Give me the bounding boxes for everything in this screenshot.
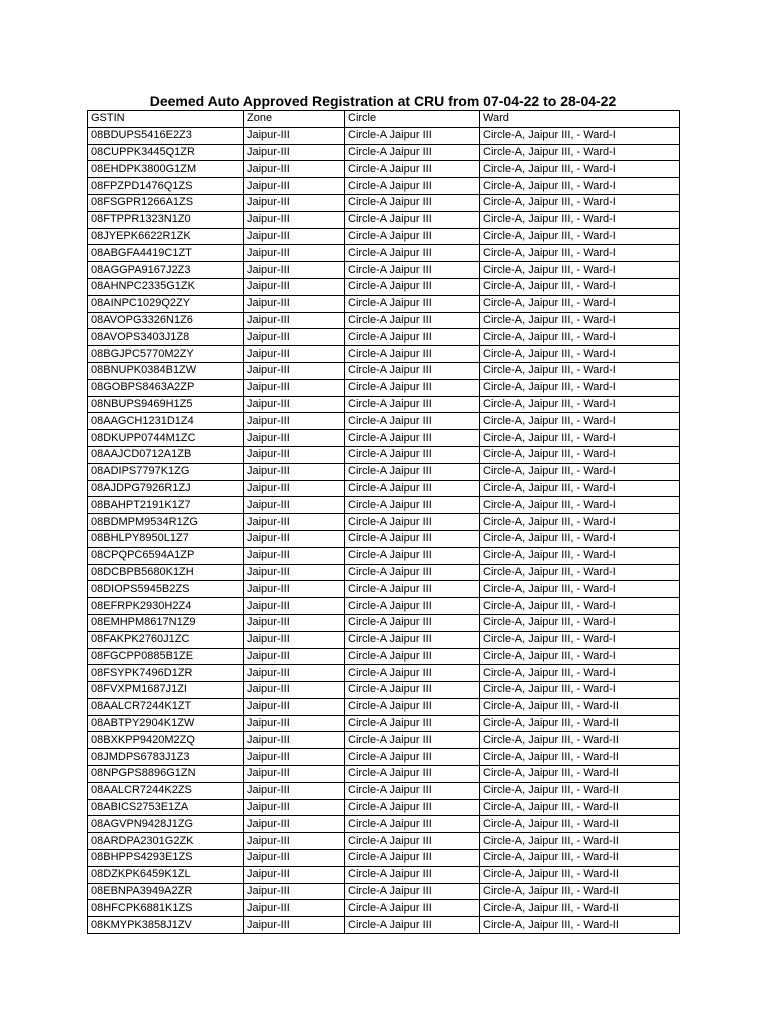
table-row <box>88 194 680 211</box>
circle-cell: Circle-A Jaipur III <box>345 194 480 211</box>
circle-cell: Circle-A Jaipur III <box>345 631 480 648</box>
zone-cell: Jaipur-III <box>244 446 345 463</box>
zone-cell: Jaipur-III <box>244 530 345 547</box>
circle-cell: Circle-A Jaipur III <box>345 312 480 329</box>
zone-cell: Jaipur-III <box>244 245 345 262</box>
table-row <box>88 178 680 195</box>
ward-cell: Circle-A, Jaipur III, - Ward-I <box>480 262 680 279</box>
table-row <box>88 262 680 279</box>
ward-cell: Circle-A, Jaipur III, - Ward-I <box>480 631 680 648</box>
ward-cell: Circle-A, Jaipur III, - Ward-I <box>480 346 680 363</box>
circle-cell: Circle-A Jaipur III <box>345 161 480 178</box>
zone-cell: Jaipur-III <box>244 732 345 749</box>
ward-cell: Circle-A, Jaipur III, - Ward-I <box>480 127 680 144</box>
gstin-cell: 08DKUPP0744M1ZC <box>88 430 244 447</box>
circle-cell: Circle-A Jaipur III <box>345 278 480 295</box>
gstin-cell: 08BAHPT2191K1Z7 <box>88 497 244 514</box>
gstin-cell: 08ARDPA2301G2ZK <box>88 833 244 850</box>
gstin-cell: 08EFRPK2930H2Z4 <box>88 598 244 615</box>
circle-cell: Circle-A Jaipur III <box>345 698 480 715</box>
gstin-cell: 08BHLPY8950L1Z7 <box>88 530 244 547</box>
ward-cell: Circle-A, Jaipur III, - Ward-II <box>480 816 680 833</box>
ward-cell: Circle-A, Jaipur III, - Ward-I <box>480 665 680 682</box>
table-row <box>88 211 680 228</box>
ward-cell: Circle-A, Jaipur III, - Ward-II <box>480 782 680 799</box>
circle-cell: Circle-A Jaipur III <box>345 581 480 598</box>
circle-cell: Circle-A Jaipur III <box>345 564 480 581</box>
circle-cell: Circle-A Jaipur III <box>345 362 480 379</box>
gstin-cell: 08AAGCH1231D1Z4 <box>88 413 244 430</box>
ward-cell: Circle-A, Jaipur III, - Ward-I <box>480 614 680 631</box>
gstin-cell: 08ABICS2753E1ZA <box>88 799 244 816</box>
table-row <box>88 614 680 631</box>
table-row <box>88 396 680 413</box>
gstin-cell: 08GOBPS8463A2ZP <box>88 379 244 396</box>
zone-cell: Jaipur-III <box>244 362 345 379</box>
circle-cell: Circle-A Jaipur III <box>345 178 480 195</box>
circle-cell: Circle-A Jaipur III <box>345 430 480 447</box>
gstin-cell: 08DCBPB5680K1ZH <box>88 564 244 581</box>
table-row <box>88 598 680 615</box>
table-row <box>88 514 680 531</box>
gstin-cell: 08AVOPG3326N1Z6 <box>88 312 244 329</box>
ward-cell: Circle-A, Jaipur III, - Ward-II <box>480 900 680 917</box>
ward-cell: Circle-A, Jaipur III, - Ward-I <box>480 329 680 346</box>
circle-cell: Circle-A Jaipur III <box>345 665 480 682</box>
circle-cell: Circle-A Jaipur III <box>345 480 480 497</box>
gstin-cell: 08AAJCD0712A1ZB <box>88 446 244 463</box>
gstin-cell: 08ABTPY2904K1ZW <box>88 715 244 732</box>
ward-cell: Circle-A, Jaipur III, - Ward-I <box>480 161 680 178</box>
gstin-cell: 08DZKPK6459K1ZL <box>88 866 244 883</box>
ward-cell: Circle-A, Jaipur III, - Ward-II <box>480 866 680 883</box>
table-row <box>88 228 680 245</box>
table-row <box>88 295 680 312</box>
ward-cell: Circle-A, Jaipur III, - Ward-I <box>480 379 680 396</box>
ward-cell: Circle-A, Jaipur III, - Ward-I <box>480 530 680 547</box>
table-row <box>88 883 680 900</box>
circle-cell: Circle-A Jaipur III <box>345 396 480 413</box>
zone-cell: Jaipur-III <box>244 278 345 295</box>
circle-cell: Circle-A Jaipur III <box>345 900 480 917</box>
zone-cell: Jaipur-III <box>244 766 345 783</box>
circle-cell: Circle-A Jaipur III <box>345 598 480 615</box>
circle-cell: Circle-A Jaipur III <box>345 732 480 749</box>
ward-cell: Circle-A, Jaipur III, - Ward-I <box>480 245 680 262</box>
zone-cell: Jaipur-III <box>244 295 345 312</box>
gstin-cell: 08AALCR7244K2ZS <box>88 782 244 799</box>
zone-cell: Jaipur-III <box>244 917 345 934</box>
zone-cell: Jaipur-III <box>244 665 345 682</box>
zone-cell: Jaipur-III <box>244 833 345 850</box>
ward-cell: Circle-A, Jaipur III, - Ward-I <box>480 278 680 295</box>
gstin-cell: 08AINPC1029Q2ZY <box>88 295 244 312</box>
table-row <box>88 497 680 514</box>
ward-cell: Circle-A, Jaipur III, - Ward-I <box>480 295 680 312</box>
ward-cell: Circle-A, Jaipur III, - Ward-II <box>480 799 680 816</box>
ward-cell: Circle-A, Jaipur III, - Ward-I <box>480 211 680 228</box>
zone-cell: Jaipur-III <box>244 648 345 665</box>
ward-cell: Circle-A, Jaipur III, - Ward-II <box>480 917 680 934</box>
circle-cell: Circle-A Jaipur III <box>345 715 480 732</box>
zone-cell: Jaipur-III <box>244 228 345 245</box>
zone-cell: Jaipur-III <box>244 698 345 715</box>
table-row <box>88 127 680 144</box>
zone-cell: Jaipur-III <box>244 413 345 430</box>
gstin-cell: 08ABGFA4419C1ZT <box>88 245 244 262</box>
ward-cell: Circle-A, Jaipur III, - Ward-I <box>480 564 680 581</box>
ward-cell: Circle-A, Jaipur III, - Ward-I <box>480 312 680 329</box>
table-row <box>88 682 680 699</box>
circle-cell: Circle-A Jaipur III <box>345 446 480 463</box>
table-row <box>88 581 680 598</box>
zone-cell: Jaipur-III <box>244 346 345 363</box>
circle-cell: Circle-A Jaipur III <box>345 346 480 363</box>
circle-cell: Circle-A Jaipur III <box>345 917 480 934</box>
ward-cell: Circle-A, Jaipur III, - Ward-II <box>480 833 680 850</box>
table-row <box>88 665 680 682</box>
table-row <box>88 564 680 581</box>
circle-cell: Circle-A Jaipur III <box>345 329 480 346</box>
circle-cell: Circle-A Jaipur III <box>345 547 480 564</box>
zone-cell: Jaipur-III <box>244 682 345 699</box>
table-row <box>88 917 680 934</box>
table-row <box>88 631 680 648</box>
ward-cell: Circle-A, Jaipur III, - Ward-I <box>480 497 680 514</box>
gstin-cell: 08AVOPS3403J1Z8 <box>88 329 244 346</box>
table-row <box>88 413 680 430</box>
table-row <box>88 362 680 379</box>
circle-cell: Circle-A Jaipur III <box>345 833 480 850</box>
ward-cell: Circle-A, Jaipur III, - Ward-I <box>480 547 680 564</box>
gstin-cell: 08FSGPR1266A1ZS <box>88 194 244 211</box>
header-gstin: GSTIN <box>88 111 244 128</box>
ward-cell: Circle-A, Jaipur III, - Ward-II <box>480 883 680 900</box>
table-row <box>88 312 680 329</box>
table-row <box>88 480 680 497</box>
zone-cell: Jaipur-III <box>244 883 345 900</box>
zone-cell: Jaipur-III <box>244 816 345 833</box>
zone-cell: Jaipur-III <box>244 866 345 883</box>
ward-cell: Circle-A, Jaipur III, - Ward-I <box>480 480 680 497</box>
ward-cell: Circle-A, Jaipur III, - Ward-II <box>480 715 680 732</box>
zone-cell: Jaipur-III <box>244 900 345 917</box>
table-row <box>88 866 680 883</box>
zone-cell: Jaipur-III <box>244 329 345 346</box>
table-row <box>88 547 680 564</box>
circle-cell: Circle-A Jaipur III <box>345 262 480 279</box>
circle-cell: Circle-A Jaipur III <box>345 497 480 514</box>
table-row <box>88 715 680 732</box>
circle-cell: Circle-A Jaipur III <box>345 816 480 833</box>
table-row <box>88 732 680 749</box>
ward-cell: Circle-A, Jaipur III, - Ward-I <box>480 648 680 665</box>
table-body <box>88 127 680 933</box>
circle-cell: Circle-A Jaipur III <box>345 127 480 144</box>
gstin-cell: 08BXKPP9420M2ZQ <box>88 732 244 749</box>
circle-cell: Circle-A Jaipur III <box>345 211 480 228</box>
ward-cell: Circle-A, Jaipur III, - Ward-I <box>480 228 680 245</box>
gstin-cell: 08AGVPN9428J1ZG <box>88 816 244 833</box>
gstin-cell: 08DIOPS5945B2ZS <box>88 581 244 598</box>
table-row <box>88 648 680 665</box>
zone-cell: Jaipur-III <box>244 598 345 615</box>
zone-cell: Jaipur-III <box>244 161 345 178</box>
circle-cell: Circle-A Jaipur III <box>345 749 480 766</box>
zone-cell: Jaipur-III <box>244 430 345 447</box>
table-row <box>88 799 680 816</box>
gstin-cell: 08HFCPK6881K1ZS <box>88 900 244 917</box>
ward-cell: Circle-A, Jaipur III, - Ward-II <box>480 850 680 867</box>
gstin-cell: 08CPQPC6594A1ZP <box>88 547 244 564</box>
zone-cell: Jaipur-III <box>244 715 345 732</box>
gstin-cell: 08NPGPS8896G1ZN <box>88 766 244 783</box>
table-row <box>88 782 680 799</box>
gstin-cell: 08FPZPD1476Q1ZS <box>88 178 244 195</box>
ward-cell: Circle-A, Jaipur III, - Ward-I <box>480 396 680 413</box>
ward-cell: Circle-A, Jaipur III, - Ward-I <box>480 581 680 598</box>
circle-cell: Circle-A Jaipur III <box>345 883 480 900</box>
circle-cell: Circle-A Jaipur III <box>345 682 480 699</box>
table-row <box>88 530 680 547</box>
zone-cell: Jaipur-III <box>244 480 345 497</box>
gstin-cell: 08BNUPK0384B1ZW <box>88 362 244 379</box>
gstin-cell: 08EHDPK3800G1ZM <box>88 161 244 178</box>
ward-cell: Circle-A, Jaipur III, - Ward-I <box>480 430 680 447</box>
header-circle: Circle <box>345 111 480 128</box>
zone-cell: Jaipur-III <box>244 749 345 766</box>
zone-cell: Jaipur-III <box>244 127 345 144</box>
zone-cell: Jaipur-III <box>244 564 345 581</box>
gstin-cell: 08AHNPC2335G1ZK <box>88 278 244 295</box>
zone-cell: Jaipur-III <box>244 262 345 279</box>
zone-cell: Jaipur-III <box>244 799 345 816</box>
circle-cell: Circle-A Jaipur III <box>345 614 480 631</box>
ward-cell: Circle-A, Jaipur III, - Ward-I <box>480 194 680 211</box>
table-row <box>88 698 680 715</box>
table-row <box>88 245 680 262</box>
gstin-cell: 08FTPPR1323N1Z0 <box>88 211 244 228</box>
table-row <box>88 278 680 295</box>
circle-cell: Circle-A Jaipur III <box>345 850 480 867</box>
ward-cell: Circle-A, Jaipur III, - Ward-II <box>480 749 680 766</box>
zone-cell: Jaipur-III <box>244 396 345 413</box>
registration-table <box>87 110 680 934</box>
ward-cell: Circle-A, Jaipur III, - Ward-II <box>480 698 680 715</box>
gstin-cell: 08FGCPP0885B1ZE <box>88 648 244 665</box>
zone-cell: Jaipur-III <box>244 211 345 228</box>
table-row <box>88 749 680 766</box>
zone-cell: Jaipur-III <box>244 850 345 867</box>
gstin-cell: 08CUPPK3445Q1ZR <box>88 144 244 161</box>
gstin-cell: 08BHPPS4293E1ZS <box>88 850 244 867</box>
zone-cell: Jaipur-III <box>244 144 345 161</box>
zone-cell: Jaipur-III <box>244 178 345 195</box>
circle-cell: Circle-A Jaipur III <box>345 766 480 783</box>
table-row <box>88 446 680 463</box>
gstin-cell: 08KMYPK3858J1ZV <box>88 917 244 934</box>
circle-cell: Circle-A Jaipur III <box>345 799 480 816</box>
circle-cell: Circle-A Jaipur III <box>345 514 480 531</box>
header-row <box>88 111 680 128</box>
circle-cell: Circle-A Jaipur III <box>345 413 480 430</box>
zone-cell: Jaipur-III <box>244 581 345 598</box>
gstin-cell: 08FVXPM1687J1ZI <box>88 682 244 699</box>
ward-cell: Circle-A, Jaipur III, - Ward-I <box>480 598 680 615</box>
table-row <box>88 463 680 480</box>
circle-cell: Circle-A Jaipur III <box>345 245 480 262</box>
table-row <box>88 346 680 363</box>
circle-cell: Circle-A Jaipur III <box>345 782 480 799</box>
gstin-cell: 08EMHPM8617N1Z9 <box>88 614 244 631</box>
circle-cell: Circle-A Jaipur III <box>345 295 480 312</box>
ward-cell: Circle-A, Jaipur III, - Ward-I <box>480 514 680 531</box>
zone-cell: Jaipur-III <box>244 312 345 329</box>
zone-cell: Jaipur-III <box>244 194 345 211</box>
zone-cell: Jaipur-III <box>244 614 345 631</box>
zone-cell: Jaipur-III <box>244 379 345 396</box>
circle-cell: Circle-A Jaipur III <box>345 866 480 883</box>
circle-cell: Circle-A Jaipur III <box>345 379 480 396</box>
ward-cell: Circle-A, Jaipur III, - Ward-I <box>480 144 680 161</box>
zone-cell: Jaipur-III <box>244 514 345 531</box>
gstin-cell: 08AALCR7244K1ZT <box>88 698 244 715</box>
gstin-cell: 08ADIPS7797K1ZG <box>88 463 244 480</box>
table-row <box>88 900 680 917</box>
ward-cell: Circle-A, Jaipur III, - Ward-II <box>480 732 680 749</box>
circle-cell: Circle-A Jaipur III <box>345 228 480 245</box>
table-row <box>88 850 680 867</box>
ward-cell: Circle-A, Jaipur III, - Ward-I <box>480 362 680 379</box>
table-row <box>88 833 680 850</box>
circle-cell: Circle-A Jaipur III <box>345 530 480 547</box>
ward-cell: Circle-A, Jaipur III, - Ward-I <box>480 463 680 480</box>
table-row <box>88 766 680 783</box>
header-zone: Zone <box>244 111 345 128</box>
table-row <box>88 816 680 833</box>
header-ward: Ward <box>480 111 680 128</box>
ward-cell: Circle-A, Jaipur III, - Ward-I <box>480 446 680 463</box>
table-row <box>88 144 680 161</box>
ward-cell: Circle-A, Jaipur III, - Ward-I <box>480 413 680 430</box>
zone-cell: Jaipur-III <box>244 463 345 480</box>
table-header <box>88 111 680 128</box>
table-row <box>88 379 680 396</box>
ward-cell: Circle-A, Jaipur III, - Ward-I <box>480 178 680 195</box>
gstin-cell: 08NBUPS9469H1Z5 <box>88 396 244 413</box>
table-row <box>88 329 680 346</box>
gstin-cell: 08AGGPA9167J2Z3 <box>88 262 244 279</box>
gstin-cell: 08JYEPK6622R1ZK <box>88 228 244 245</box>
zone-cell: Jaipur-III <box>244 631 345 648</box>
gstin-cell: 08AJDPG7926R1ZJ <box>88 480 244 497</box>
circle-cell: Circle-A Jaipur III <box>345 648 480 665</box>
circle-cell: Circle-A Jaipur III <box>345 463 480 480</box>
gstin-cell: 08FAKPK2760J1ZC <box>88 631 244 648</box>
gstin-cell: 08BDUPS5416E2Z3 <box>88 127 244 144</box>
gstin-cell: 08BDMPM9534R1ZG <box>88 514 244 531</box>
ward-cell: Circle-A, Jaipur III, - Ward-I <box>480 682 680 699</box>
gstin-cell: 08BGJPC5770M2ZY <box>88 346 244 363</box>
gstin-cell: 08FSYPK7496D1ZR <box>88 665 244 682</box>
gstin-cell: 08JMDPS6783J1Z3 <box>88 749 244 766</box>
table-row <box>88 430 680 447</box>
zone-cell: Jaipur-III <box>244 547 345 564</box>
document-title: Deemed Auto Approved Registration at CRU from 07-04-22 to 28-04-22 <box>149 93 617 109</box>
ward-cell: Circle-A, Jaipur III, - Ward-II <box>480 766 680 783</box>
gstin-cell: 08EBNPA3949A2ZR <box>88 883 244 900</box>
circle-cell: Circle-A Jaipur III <box>345 144 480 161</box>
zone-cell: Jaipur-III <box>244 782 345 799</box>
zone-cell: Jaipur-III <box>244 497 345 514</box>
table-row <box>88 161 680 178</box>
